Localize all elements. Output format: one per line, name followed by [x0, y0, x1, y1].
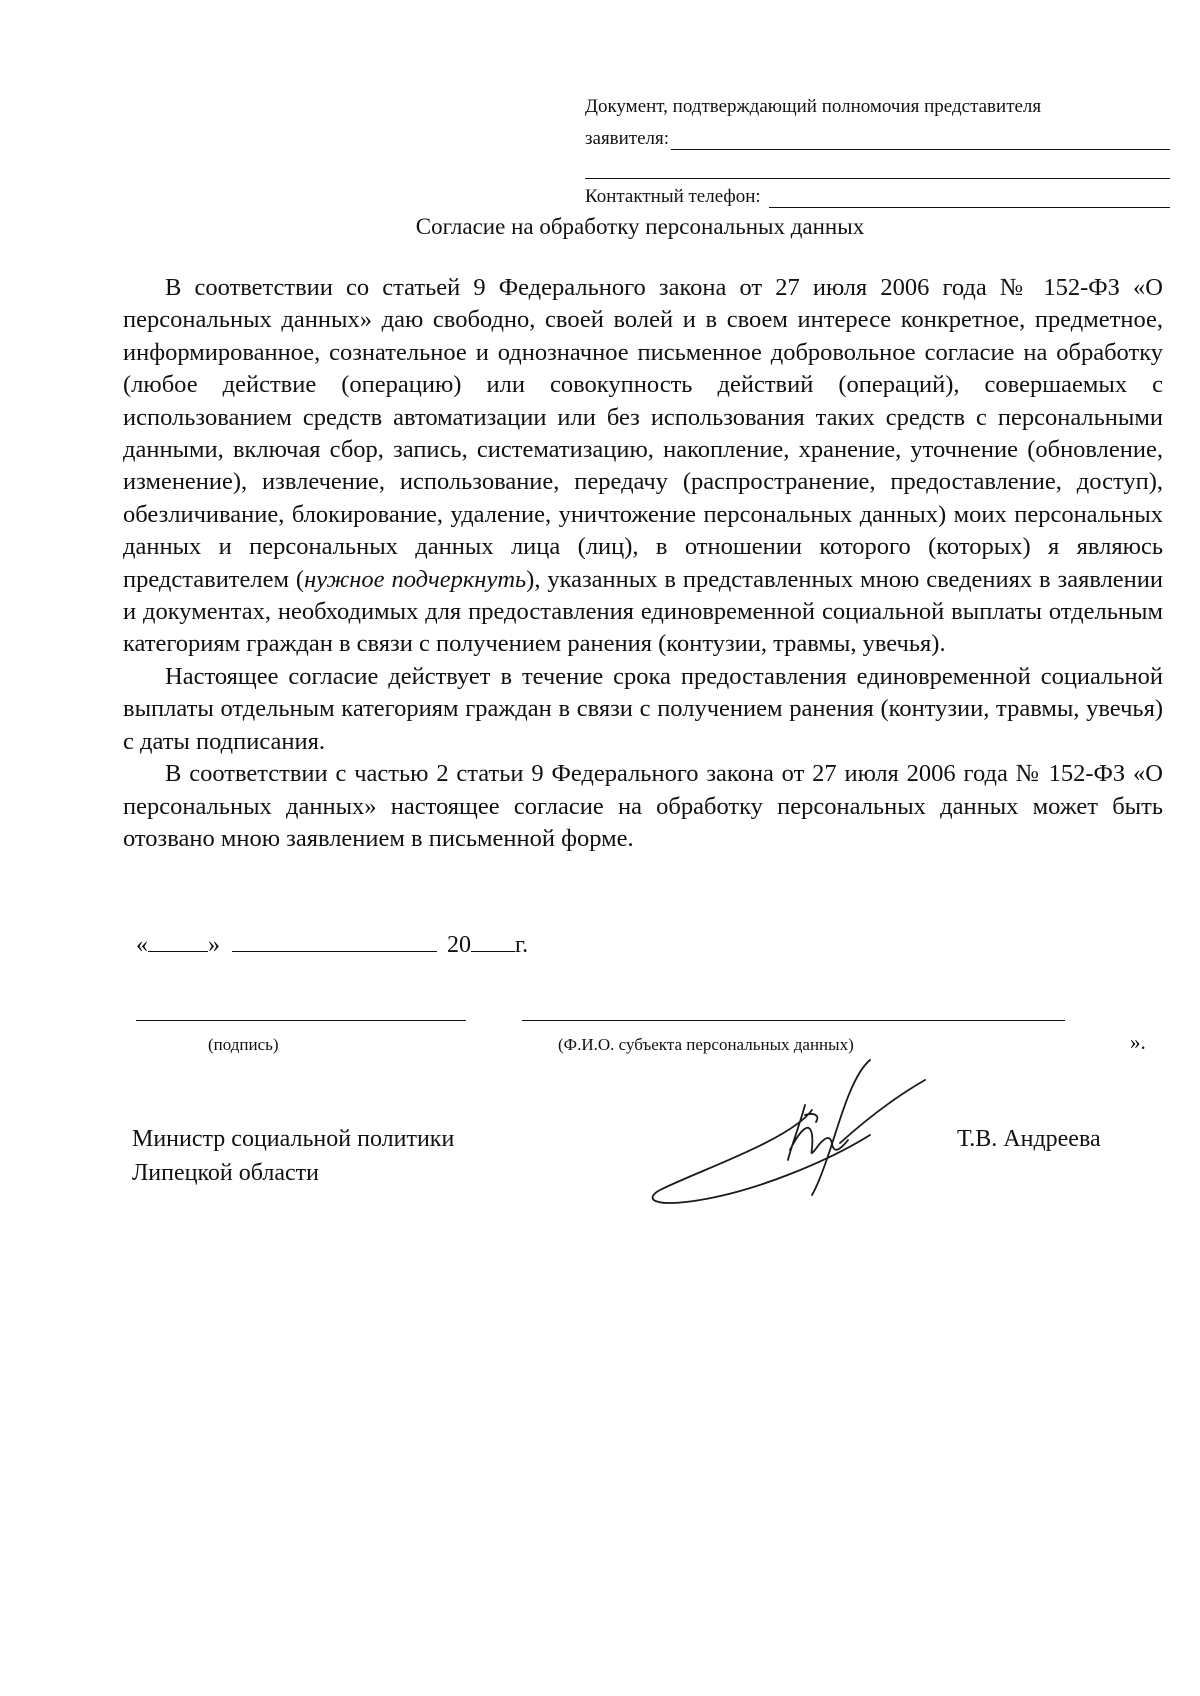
paragraph-1-text-end: ), указанных в представленных мною сведениях в заявлении и документах, необходимых для предоставления единовременной социальной выплаты отдельным категориям граждан в связи с получением ранения (контузии, травмы, увечья).	[123, 565, 1164, 658]
date-open-quote: «	[136, 932, 148, 958]
paragraph-1-italic-note: нужное подчеркнуть	[304, 565, 527, 593]
date-close-quote: »	[208, 932, 220, 958]
fio-line[interactable]	[522, 1020, 1065, 1021]
minister-position-line-2: Липецкой области	[132, 1160, 319, 1186]
minister-position	[132, 1122, 454, 1190]
representative-doc-label: Документ, подтверждающий полномочия представителя	[585, 96, 1042, 117]
representative-doc-field	[585, 128, 1170, 150]
consent-paragraph-3: В соответствии с частью 2 статьи 9 Федерального закона от 27 июля 2006 года № 152-ФЗ «О персональных данных» настоящее согласие на обработку персональных данных может быть отозвано мною заявлением в письменной форме.	[123, 760, 1163, 852]
phone-field	[585, 186, 1170, 208]
minister-position-line-1: Министр социальной политики	[132, 1126, 455, 1152]
phone-blank[interactable]	[769, 189, 1170, 208]
year-suffix: г.	[515, 932, 529, 958]
representative-doc-blank-2[interactable]	[585, 168, 1170, 179]
year-prefix: 20	[447, 932, 471, 958]
paragraph-1-text: В соответствии со статьей 9 Федерального закона от 27 июля 2006 года № 152-ФЗ «О персональных данных» даю свободно, своей волей и в своем интересе конкретное, предметное, информированное, сознательное и однозначное письменное добровольное согласие на обработку (любое действие (операцию) или совокупность действий (операций), совершаемых с использованием средств автоматизации или без использования таких средств с персональными данными, включая сбор, запись, систематизацию, накопление, хранение, уточнение (обновление, изменение), извлечение, использование, передачу (распространение, предоставление, доступ), обезличивание, блокирование, удаление, уничтожение персональных данных) моих персональных данных и персональных данных лица (лиц), в отношении которого (которых) я являюсь представителем (	[123, 274, 1163, 593]
closing-mark: ».	[1130, 1030, 1146, 1054]
handwritten-signature	[640, 1040, 940, 1210]
document-title: Согласие на обработку персональных данных	[415, 214, 865, 239]
signature-line[interactable]	[136, 1020, 466, 1021]
signature-caption: (подпись)	[208, 1035, 279, 1054]
phone-label: Контактный телефон:	[585, 186, 761, 207]
day-blank[interactable]	[148, 950, 208, 952]
minister-name: Т.В. Андреева	[957, 1126, 1101, 1152]
year-blank[interactable]	[471, 950, 515, 952]
consent-body	[123, 272, 1163, 855]
consent-paragraph-2: Настоящее согласие действует в течение срока предоставления единовременной социальной выплаты отдельным категориям граждан в связи с получением ранения (контузии, травмы, увечья) с даты подписания.	[123, 662, 1163, 755]
representative-doc-label-cont: заявителя:	[585, 128, 670, 149]
consent-paragraph-1	[123, 272, 1163, 661]
date-line	[136, 930, 528, 960]
fio-caption: (Ф.И.О. субъекта персональных данных)	[558, 1035, 854, 1054]
month-blank[interactable]	[232, 950, 437, 952]
representative-doc-blank[interactable]	[671, 131, 1170, 150]
